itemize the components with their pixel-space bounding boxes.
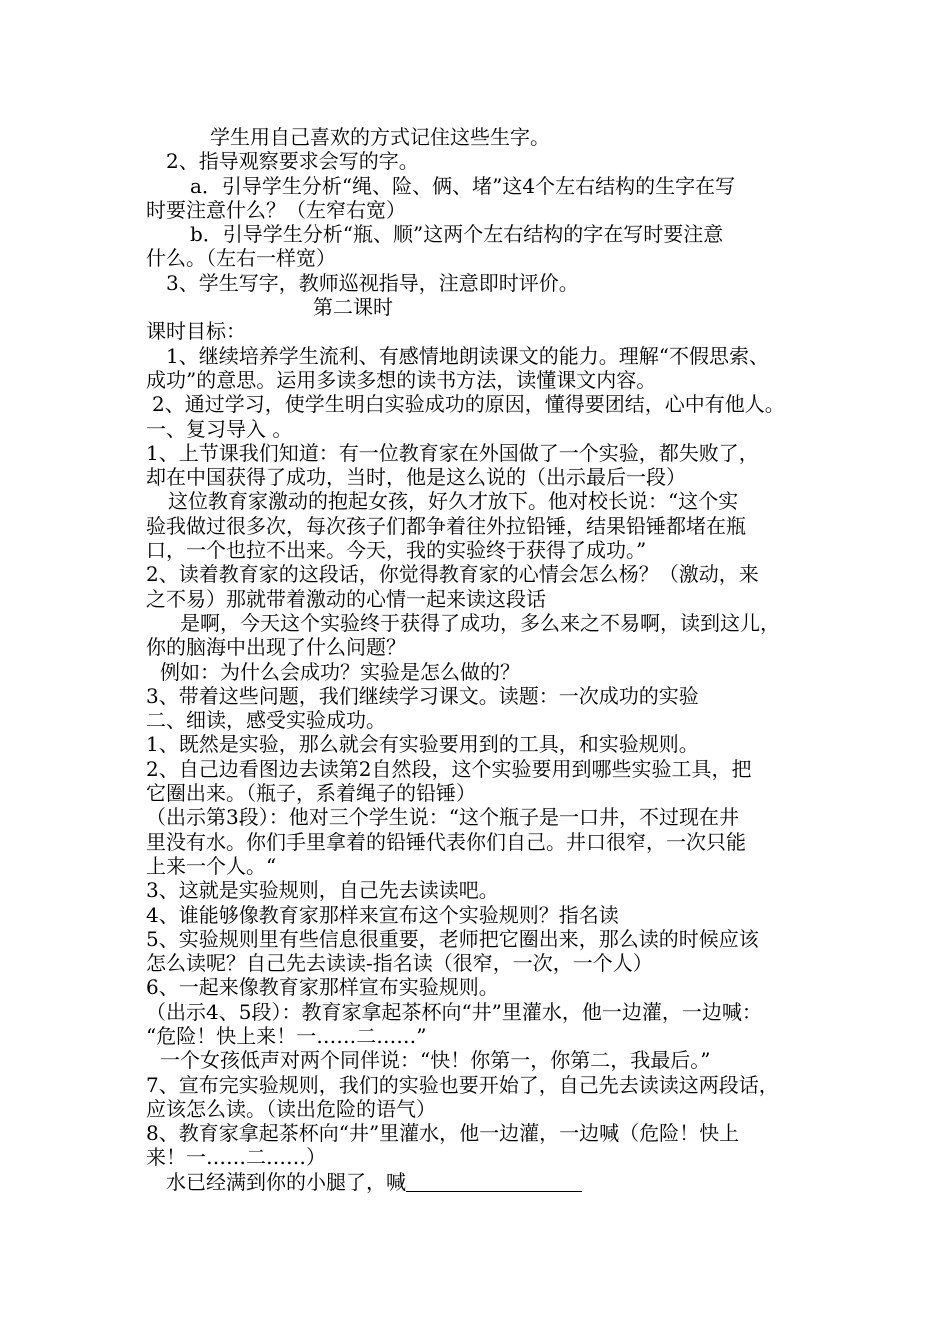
text-line: 1、上节课我们知道：有一位教育家在外国做了一个实验，都失败了，	[146, 440, 759, 465]
text-line: 1、继续培养学生流利、有感情地朗读课文的能力。理解“不假思索、	[166, 343, 769, 368]
text-line: 时要注意什么？（左窄右宽）	[146, 197, 406, 222]
text-line: 2、指导观察要求会写的字。	[166, 149, 419, 174]
section-label: 课时目标：	[146, 319, 246, 344]
fill-prompt: 水已经满到你的小腿了，喊	[166, 1169, 406, 1194]
text-line: 却在中国获得了成功，当时，他是这么说的（出示最后一段）	[146, 465, 686, 490]
text-line: 学生用自己喜欢的方式记住这些生字。	[210, 125, 550, 149]
text-line: 上来一个人。“	[146, 853, 277, 878]
text-line: 2、通过学习，使学生明白实验成功的原因，懂得要团结，心中有他人。	[152, 392, 785, 417]
text-line-with-blank	[146, 1170, 826, 1194]
text-line: 它圈出来。（瓶子，系着绳子的铅锤）	[146, 781, 476, 806]
text-line: 8、教育家拿起茶杯向“井”里灌水，他一边灌，一边喊（危险！快上	[146, 1121, 740, 1146]
text-line: b．引导学生分析“瓶、顺”这两个左右结构的字在写时要注意	[190, 222, 724, 247]
text-line: “危险！快上来！一……二……”	[146, 1023, 427, 1048]
text-line: 来！一……二……）	[146, 1145, 326, 1170]
text-line: 1、既然是实验，那么就会有实验要用到的工具，和实验规则。	[146, 732, 699, 757]
document-body	[146, 125, 826, 1194]
text-line: 你的脑海中出现了什么问题？	[146, 635, 406, 660]
text-line: 6、一起来像教育家那样宣布实验规则。	[146, 975, 499, 1000]
text-line: 2、读着教育家的这段话，你觉得教育家的心情会怎么杨？（激动，来	[146, 562, 759, 587]
fill-in-blank	[406, 1171, 582, 1192]
text-line: 2、自己边看图边去读第2自然段，这个实验要用到哪些实验工具，把	[146, 756, 752, 781]
text-line: 应该怎么读。（读出危险的语气）	[146, 1096, 436, 1121]
text-line: 什么。（左右一样宽）	[146, 246, 336, 271]
text-line: 3、学生写字，教师巡视指导，注意即时评价。	[166, 270, 579, 295]
section-heading: 二、细读，感受实验成功。	[146, 708, 386, 733]
text-line: （出示4、5段）：教育家拿起茶杯向“井”里灌水，他一边灌，一边喊：	[146, 999, 762, 1024]
section-heading: 一、复习导入 。	[146, 416, 293, 441]
text-line: a．引导学生分析“绳、险、俩、堵”这4个左右结构的生字在写	[190, 173, 736, 198]
text-line: 一个女孩低声对两个同伴说：“快！你第一，你第二，我最后。”	[160, 1048, 711, 1073]
text-line: 3、这就是实验规则，自己先去读读吧。	[146, 878, 499, 903]
lesson-heading: 第二课时	[313, 295, 393, 320]
text-line: 之不易）那就带着激动的心情一起来读这段话	[146, 586, 546, 611]
text-line: 口，一个也拉不出来。今天，我的实验终于获得了成功。”	[146, 538, 647, 563]
text-line: 里没有水。你们手里拿着的铅锤代表你们自己。井口很窄，一次只能	[146, 829, 746, 854]
text-line: 例如：为什么会成功？实验是怎么做的？	[160, 659, 520, 684]
text-line: （出示第3段）：他对三个学生说：“这个瓶子是一口井，不过现在井	[146, 805, 739, 830]
text-line: 7、宣布完实验规则，我们的实验也要开始了，自己先去读读这两段话，	[146, 1072, 779, 1097]
text-line: 是啊，今天这个实验终于获得了成功，多么来之不易啊，读到这儿，	[180, 610, 780, 635]
text-line: 怎么读呢？自己先去读读-指名读（很窄，一次，一个人）	[146, 951, 653, 976]
text-line: 4、谁能够像教育家那样来宣布这个实验规则？指名读	[146, 902, 619, 927]
text-line: 3、带着这些问题，我们继续学习课文。读题：一次成功的实验	[146, 683, 699, 708]
text-line: 验我做过很多次，每次孩子们都争着往外拉铅锤，结果铅锤都堵在瓶	[146, 513, 746, 538]
text-line: 这位教育家激动的抱起女孩，好久才放下。他对校长说：“这个实	[168, 489, 739, 514]
text-line: 成功”的意思。运用多读多想的读书方法，读懂课文内容。	[146, 367, 657, 392]
text-line: 5、实验规则里有些信息很重要，老师把它圈出来，那么读的时候应该	[146, 926, 759, 951]
